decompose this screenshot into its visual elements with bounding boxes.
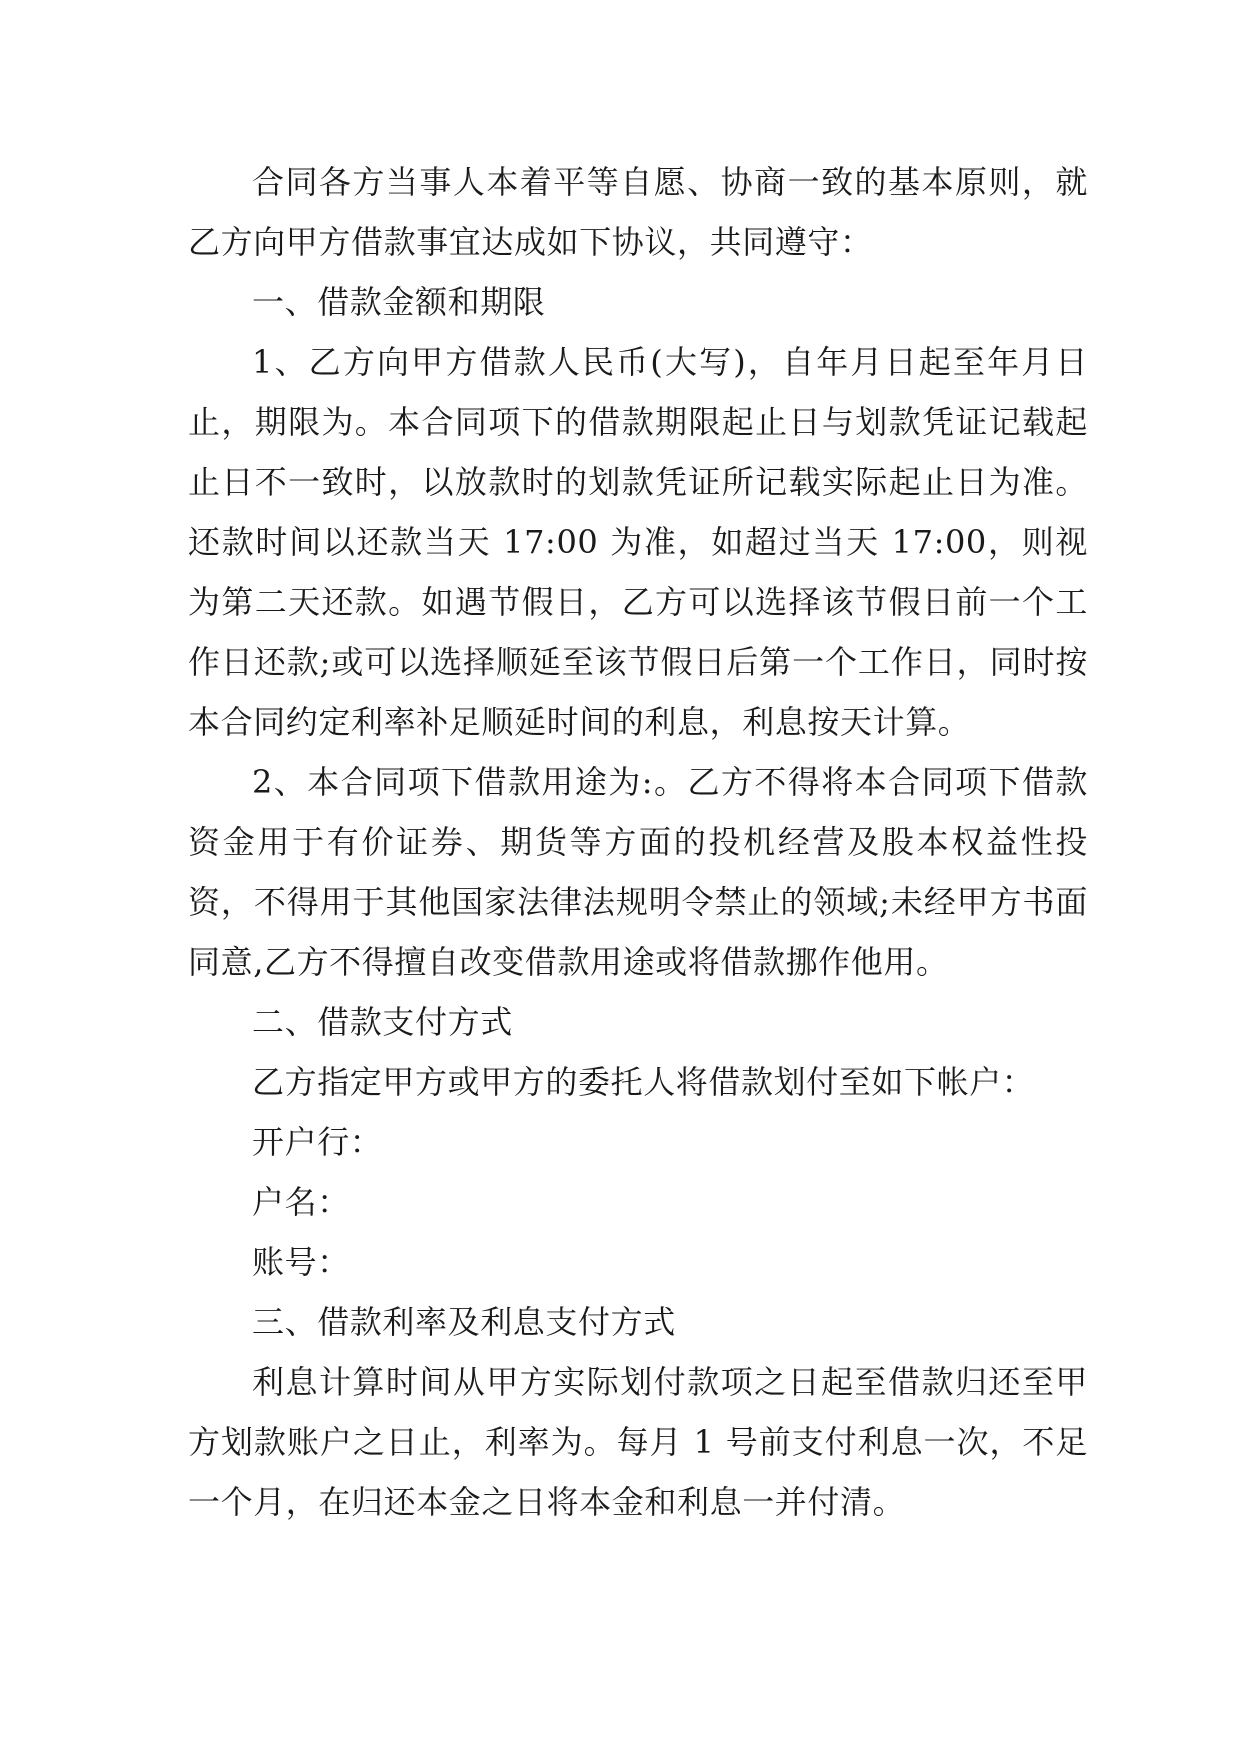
interest-paragraph: 利息计算时间从甲方实际划付款项之日起至借款归还至甲方划款账户之日止，利率为。每月 1 号前支付利息一次，不足一个月，在归还本金之日将本金和利息一并付清。: [188, 1363, 1088, 1521]
section-heading-interest: 三、借款利率及利息支付方式: [252, 1303, 676, 1341]
section-heading-loan-amount-term: 一、借款金额和期限: [252, 283, 546, 321]
clause-2-paragraph: 2、本合同项下借款用途为:。乙方不得将本合同项下借款资金用于有价证券、期货等方面的投机经营及股本权益性投资，不得用于其他国家法律法规明令禁止的领域;未经甲方书面同意,乙方不得擅自改变借款用途或将借款挪作他用。: [188, 763, 1088, 981]
clause-1-paragraph: 1、乙方向甲方借款人民币(大写)，自年月日起至年月日止，期限为。本合同项下的借款期限起止日与划款凭证记载起止日不一致时，以放款时的划款凭证所记载实际起止日为准。还款时间以还款当天 17:00 为准，如超过当天 17:00，则视为第二天还款。如遇节假日，乙方可以选择该节假日前一个工作日还款;或可以选择顺延至该节假日后第一个工作日，同时按本合同约定利率补足顺延时间的利息，利息按天计算。: [188, 343, 1088, 741]
bank-field-label: 开户行：: [252, 1123, 383, 1161]
section-heading-payment-method: 二、借款支付方式: [252, 1003, 513, 1041]
account-instruction-paragraph: 乙方指定甲方或甲方的委托人将借款划付至如下帐户：: [252, 1063, 1035, 1101]
document-page: [188, 152, 1088, 1532]
intro-paragraph: 合同各方当事人本着平等自愿、协商一致的基本原则，就乙方向甲方借款事宜达成如下协议，共同遵守：: [188, 163, 1088, 261]
account-name-field-label: 户名：: [252, 1183, 350, 1221]
account-number-field-label: 账号：: [252, 1243, 350, 1281]
